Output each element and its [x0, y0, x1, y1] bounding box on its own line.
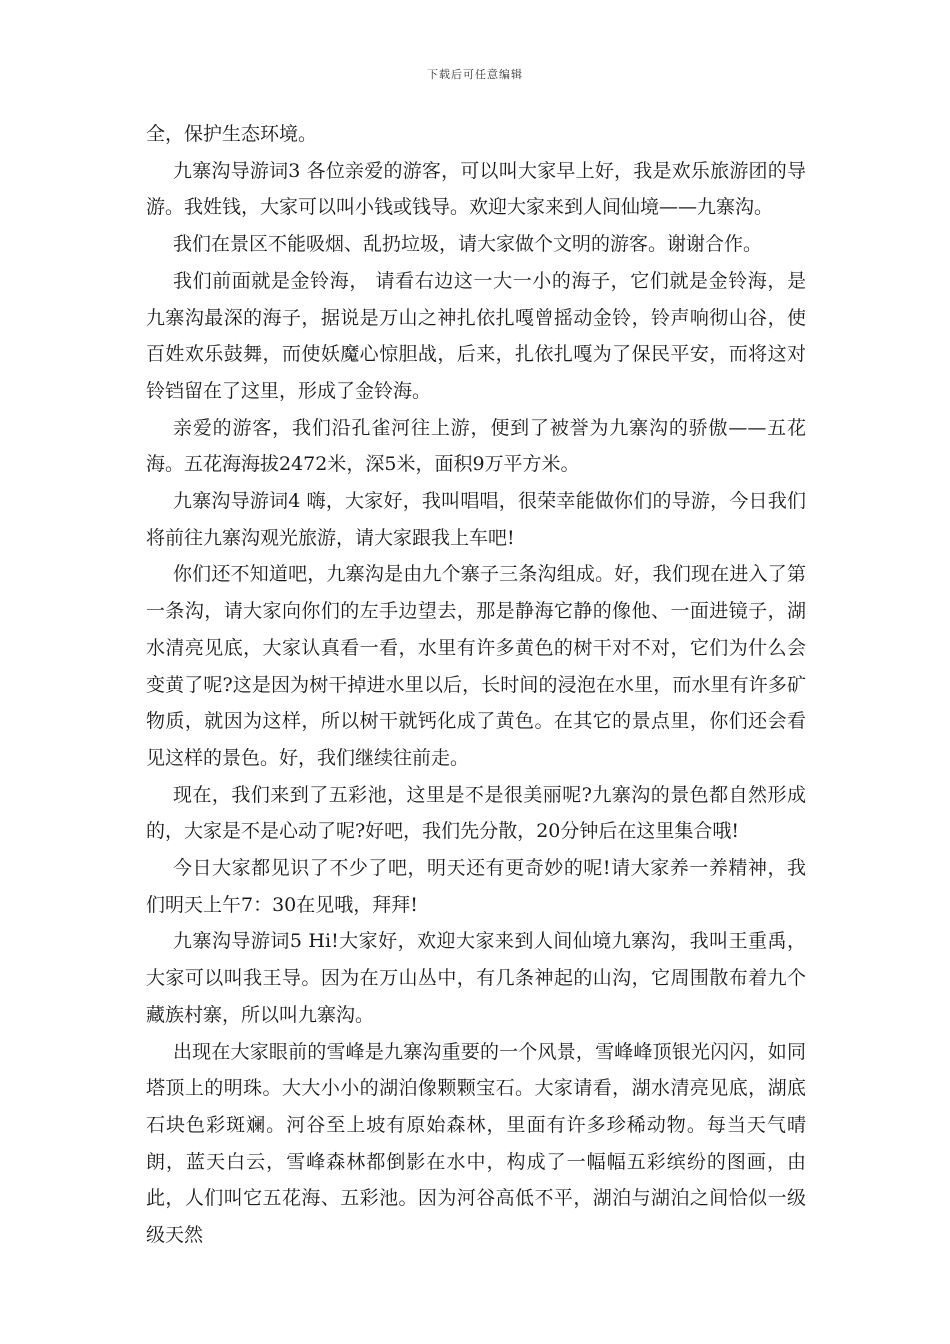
paragraph: 我们在景区不能吸烟、乱扔垃圾，请大家做个文明的游客。谢谢合作。 [173, 233, 763, 256]
paragraph: 九寨沟导游词5 Hi!大家好，欢迎大家来到人间仙境九寨沟，我叫王重禹，大家可以叫我王导。因为在万山丛中，有几条神起的山沟，它周围散布着九个藏族村寨，所以叫九寨沟。 [146, 930, 806, 1026]
paragraph: 亲爱的游客，我们沿孔雀河往上游，便到了被誉为九寨沟的骄傲——五花海。五花海海拔2472米，深5米，面积9万平方米。 [146, 416, 806, 476]
paragraph: 我们前面就是金铃海， 请看右边这一大一小的海子，它们就是金铃海，是九寨沟最深的海子，据说是万山之神扎依扎嘎曾摇动金铃，铃声响彻山谷，使百姓欢乐鼓舞，而使妖魔心惊胆战，后来，扎依扎嘎为了保民平安，而将这对铃铛留在了这里，形成了金铃海。 [146, 269, 806, 402]
paragraph: 今日大家都见识了不少了吧，明天还有更奇妙的呢!请大家养一养精神，我们明天上午7：30在见哦，拜拜! [146, 857, 806, 916]
paragraph: 九寨沟导游词3 各位亲爱的游客，可以叫大家早上好，我是欢乐旅游团的导游。我姓钱，大家可以叫小钱或钱导。欢迎大家来到人间仙境——九寨沟。 [146, 159, 806, 219]
paragraph: 出现在大家眼前的雪峰是九寨沟重要的一个风景，雪峰峰顶银光闪闪，如同塔顶上的明珠。大大小小的湖泊像颗颗宝石。大家请看，湖水清亮见底，湖底石块色彩斑斓。河谷至上坡有原始森林，里面有许多珍稀动物。每当天气晴朗，蓝天白云，雪峰森林都倒影在水中，构成了一幅幅五彩缤纷的图画，由此，人们叫它五花海、五彩池。因为河谷高低不平，湖泊与湖泊之间恰似一级级天然 [146, 1040, 806, 1247]
paragraph: 你们还不知道吧，九寨沟是由九个寨子三条沟组成。好，我们现在进入了第一条沟，请大家向你们的左手边望去，那是静海它静的像他、一面进镜子，湖水清亮见底，大家认真看一看，水里有许多黄色的树干对不对，它们为什么会变黄了呢?这是因为树干掉进水里以后，长时间的浸泡在水里，而水里有许多矿物质，就因为这样，所以树干就钙化成了黄色。在其它的景点里，你们还会看见这样的景色。好，我们继续往前走。 [146, 563, 806, 769]
page-header: 下载后可任意编辑 [427, 68, 523, 81]
document-body [146, 116, 806, 1254]
paragraph: 九寨沟导游词4 嗨，大家好，我叫唱唱，很荣幸能做你们的导游，今日我们将前往九寨沟观光旅游，请大家跟我上车吧! [146, 490, 806, 549]
paragraph: 全，保护生态环境。 [146, 123, 318, 145]
paragraph: 现在，我们来到了五彩池，这里是不是很美丽呢?九寨沟的景色都自然形成的，大家是不是心动了呢?好吧，我们先分散，20分钟后在这里集合哦! [146, 783, 806, 843]
